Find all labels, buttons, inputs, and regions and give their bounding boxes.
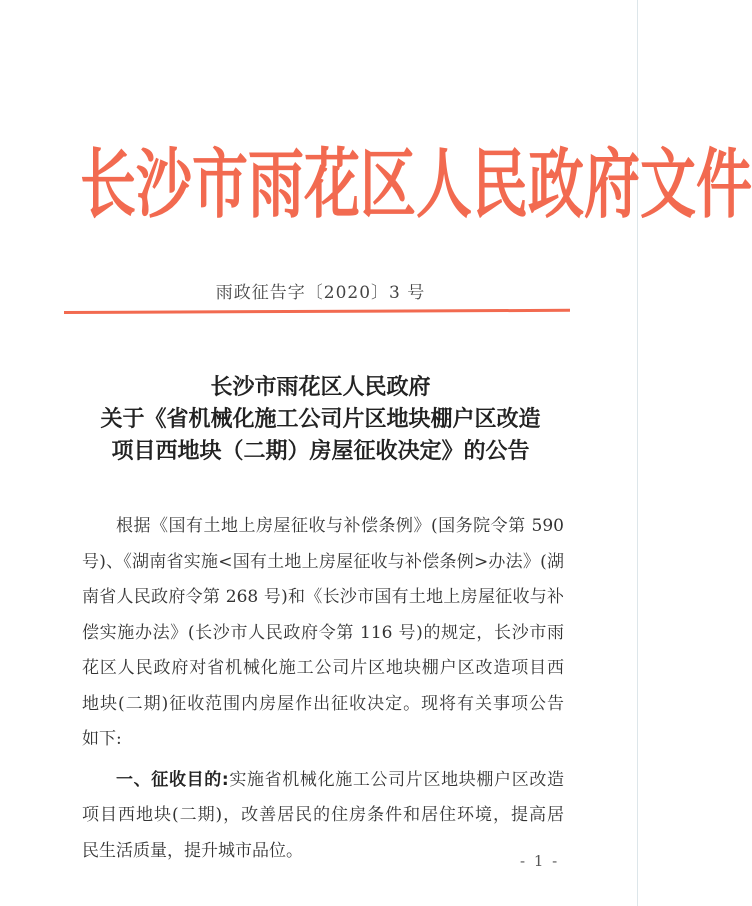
red-header-title <box>80 140 752 230</box>
red-separator-rule <box>64 309 570 314</box>
red-header-char: 府 <box>584 140 640 230</box>
body-line: 号)、《湖南省实施<国有土地上房屋征收与补偿条例>办法》(湖 <box>82 551 564 572</box>
red-header-char: 民 <box>472 140 528 230</box>
red-header-char: 长 <box>80 140 136 230</box>
body-line: 实施省机械化施工公司片区地块棚户区改造 <box>228 769 564 790</box>
red-header-char: 市 <box>192 140 248 230</box>
red-header-char: 沙 <box>136 140 192 230</box>
red-header-char: 区 <box>360 140 416 230</box>
page-number: - 1 - <box>520 852 560 870</box>
announcement-title <box>0 371 641 467</box>
title-line-2: 关于《省机械化施工公司片区地块棚户区改造 <box>100 406 541 432</box>
section-purpose-first-line <box>82 763 564 799</box>
paragraph-basis <box>82 509 564 758</box>
title-line-1: 长沙市雨花区人民政府 <box>210 374 431 400</box>
announcement-body <box>82 509 564 869</box>
section-purpose-label: 一、征收目的: <box>116 769 229 790</box>
red-header-char: 花 <box>304 140 360 230</box>
red-header-char: 人 <box>416 140 472 230</box>
body-line: 花区人民政府对省机械化施工公司片区地块棚户区改造项目西 <box>82 658 564 678</box>
red-header-char: 政 <box>528 140 584 230</box>
red-header-char: 件 <box>696 140 752 230</box>
section-purpose <box>82 763 564 870</box>
red-header-char: 文 <box>640 140 696 230</box>
body-line: 地块(二期)征收范围内房屋作出征收决定。现将有关事项公告 <box>82 693 564 714</box>
body-line: 偿实施办法》(长沙市人民政府令第 116 号)的规定，长沙市雨 <box>82 622 564 643</box>
document-number: 雨政征告字〔2020〕3 号 <box>215 283 426 303</box>
title-line-3: 项目西地块（二期）房屋征收决定》的公告 <box>111 438 530 464</box>
red-header-char: 雨 <box>248 140 304 230</box>
body-line: 民生活质量，提升城市品位。 <box>82 840 303 861</box>
body-line: 南省人民政府令第 268 号)和《长沙市国有土地上房屋征收与补 <box>82 587 564 607</box>
body-line: 根据《国有土地上房屋征收与补偿条例》(国务院令第 590 <box>116 516 564 536</box>
body-line: 项目西地块(二期)，改善居民的住房条件和居住环境，提高居 <box>82 805 564 825</box>
body-line: 如下: <box>82 729 122 749</box>
